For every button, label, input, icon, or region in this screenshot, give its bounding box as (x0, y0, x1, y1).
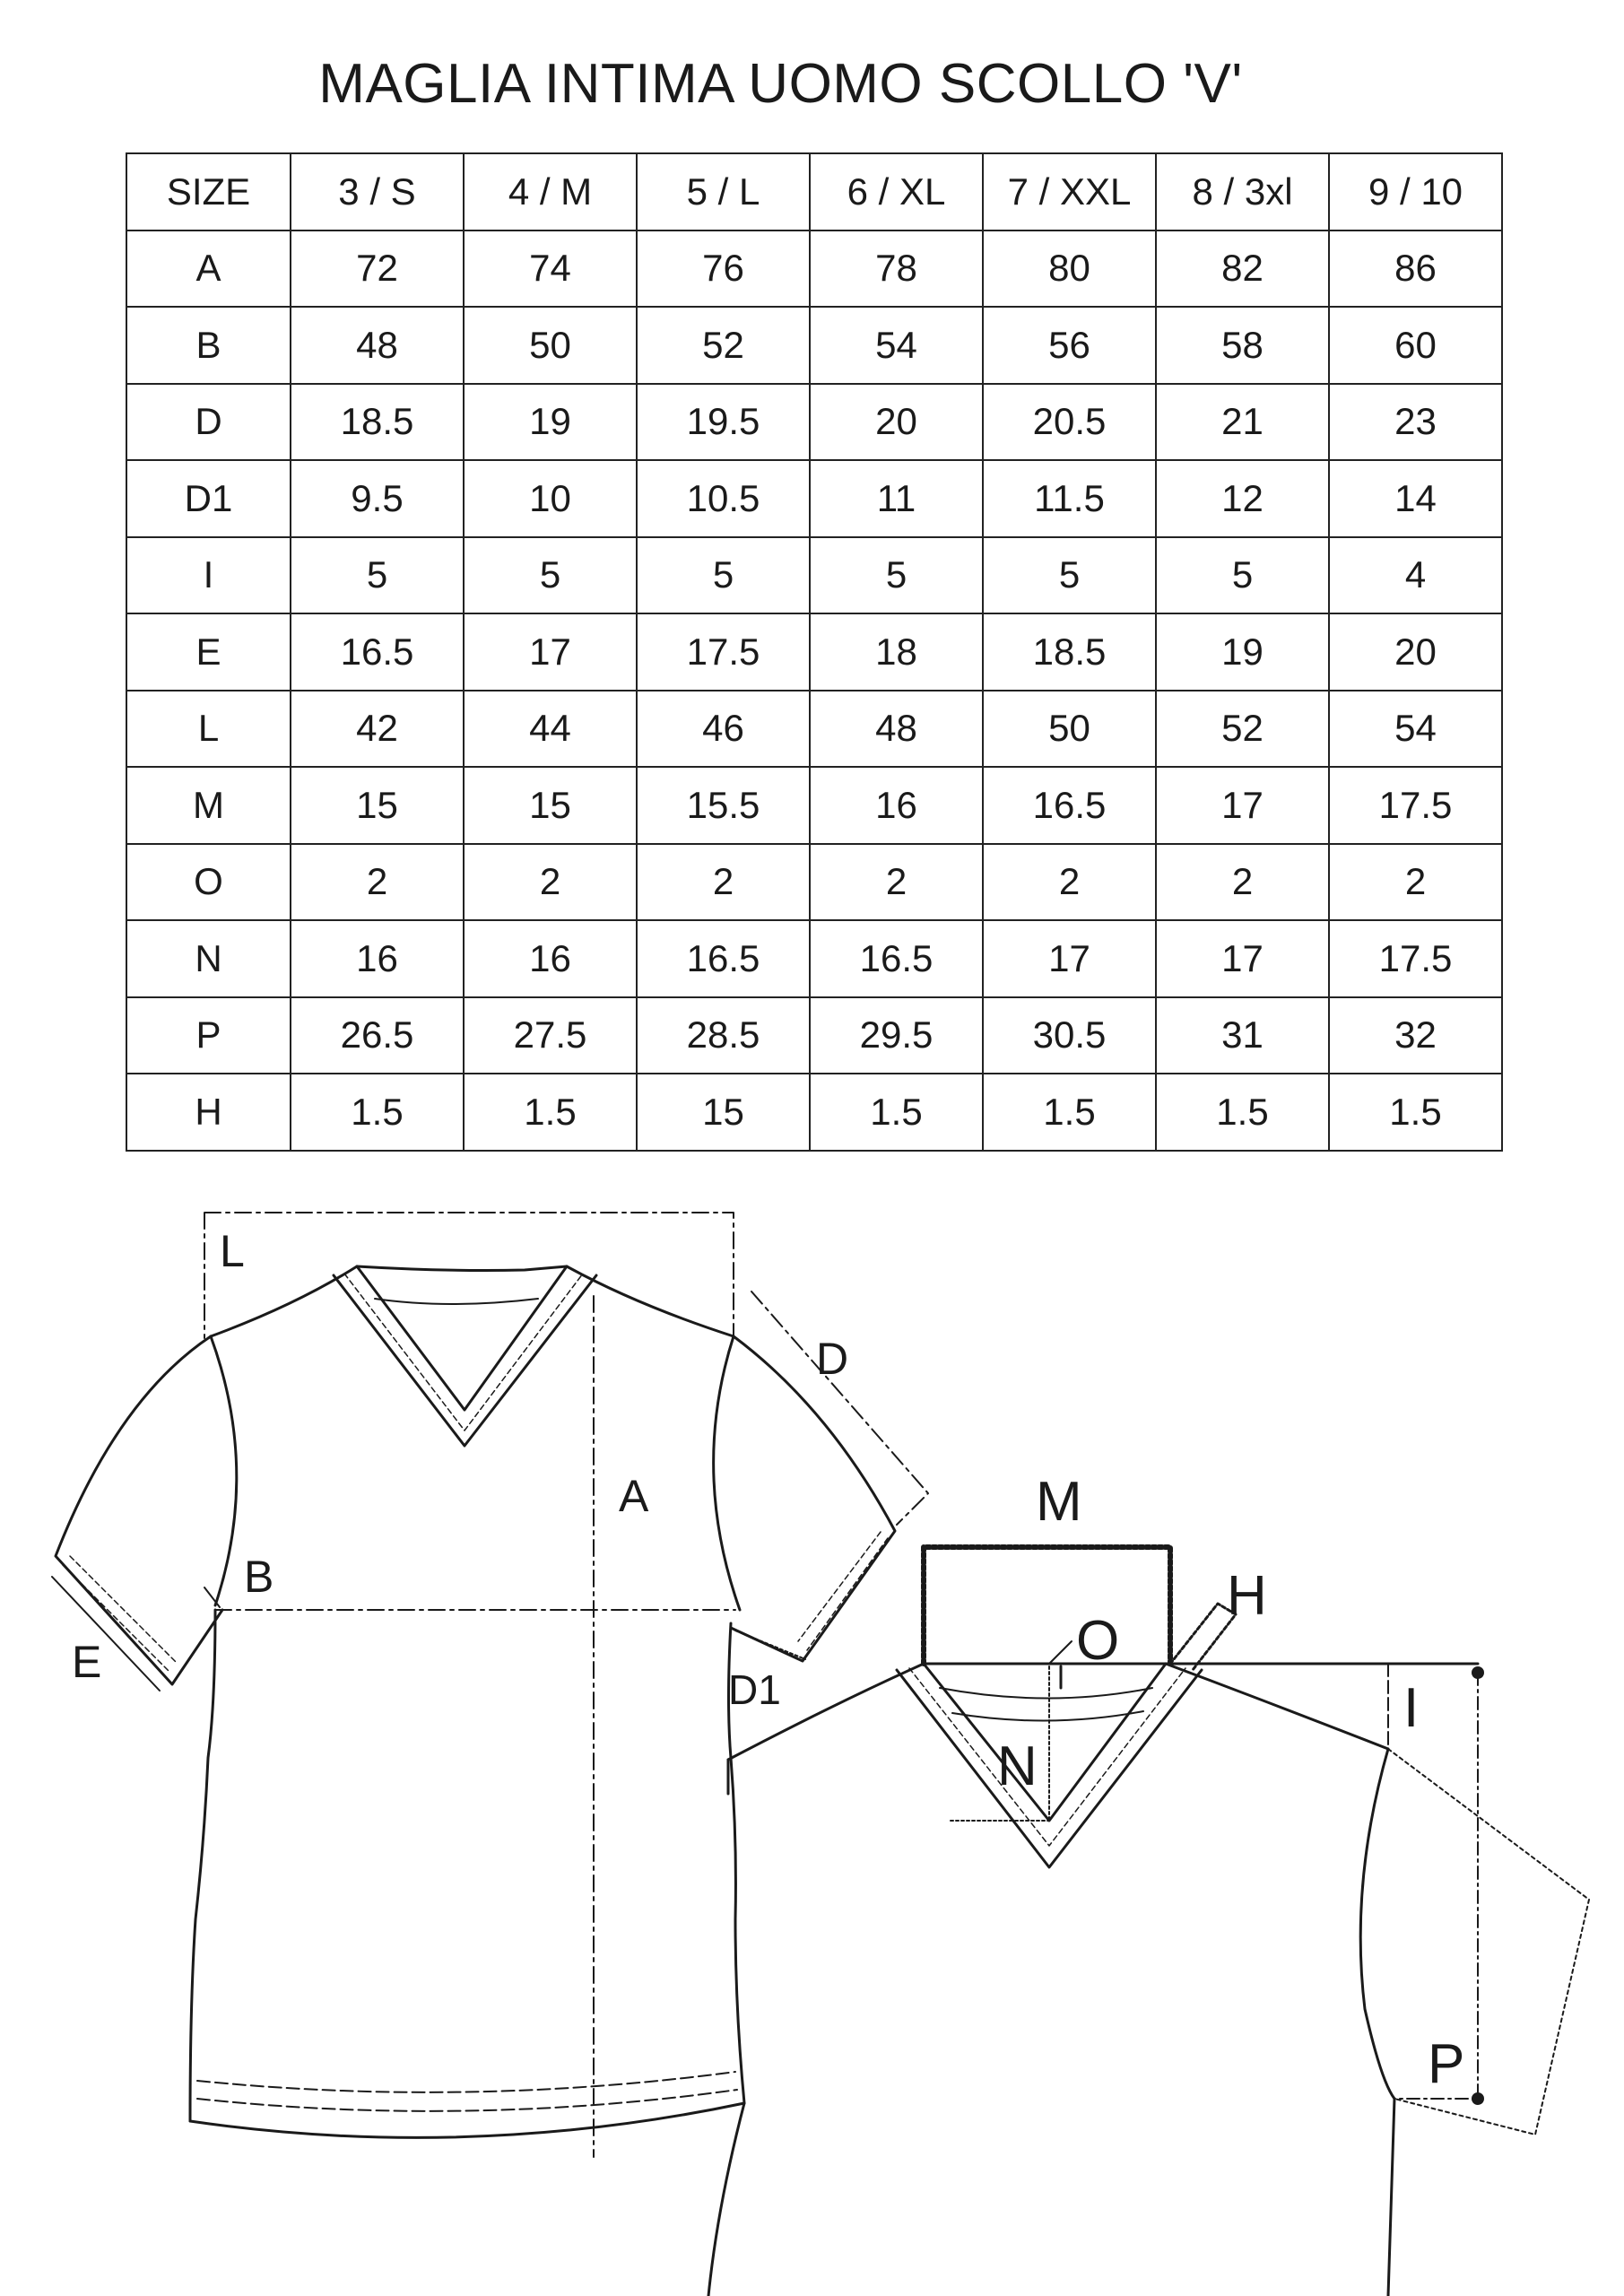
measurement-value: 5 (983, 537, 1156, 614)
measure-line-e (52, 1577, 160, 1691)
measurement-value: 16.5 (637, 920, 810, 997)
measurement-value: 15 (637, 1074, 810, 1151)
left-sleeve-armhole (211, 1336, 237, 1605)
measurement-value: 48 (291, 307, 464, 384)
label-e: E (72, 1637, 102, 1687)
measure-line-o (1049, 1641, 1072, 1664)
hem-stitch (197, 2072, 737, 2111)
size-column-header: 6 / XL (810, 153, 983, 230)
label-l: L (220, 1226, 245, 1276)
right-sleeve (731, 1336, 895, 1661)
measurement-value: 16 (810, 767, 983, 844)
measurement-value: 17 (983, 920, 1156, 997)
measurement-value: 16 (464, 920, 637, 997)
measurement-value: 2 (1156, 844, 1329, 921)
measurement-value: 15 (464, 767, 637, 844)
measurement-label: E (126, 613, 291, 691)
measurement-value: 28.5 (637, 997, 810, 1074)
detail-right-shoulder (1166, 1664, 1388, 1749)
measurement-value: 11.5 (983, 460, 1156, 537)
label-d: D (816, 1334, 849, 1384)
label-i: I (1403, 1677, 1420, 1739)
measurement-value: 52 (1156, 691, 1329, 768)
measurement-label: I (126, 537, 291, 614)
measurement-value: 11 (810, 460, 983, 537)
measurement-label: H (126, 1074, 291, 1151)
measurement-value: 5 (291, 537, 464, 614)
size-column-header: 3 / S (291, 153, 464, 230)
measurement-value: 21 (1156, 384, 1329, 461)
measurement-value: 10 (464, 460, 637, 537)
shirt-front-collar (211, 1266, 734, 1336)
label-a: A (619, 1471, 649, 1521)
measurement-value: 4 (1329, 537, 1502, 614)
measurement-value: 14 (1329, 460, 1502, 537)
measurement-value: 80 (983, 230, 1156, 308)
v-neck-inner (357, 1266, 567, 1410)
detail-sleeve-dotted (1388, 1749, 1589, 2135)
front-view-shirt (52, 1213, 928, 2157)
right-cuff-stitch (798, 1532, 888, 1650)
size-column-header: 9 / 10 (1329, 153, 1502, 230)
measurement-label: A (126, 230, 291, 308)
measurement-value: 20 (810, 384, 983, 461)
measurement-value: 2 (464, 844, 637, 921)
size-column-header: 8 / 3xl (1156, 153, 1329, 230)
measurement-value: 72 (291, 230, 464, 308)
measurement-value: 16.5 (983, 767, 1156, 844)
measurement-value: 1.5 (983, 1074, 1156, 1151)
shirt-hem (190, 2103, 744, 2137)
size-column-header: 5 / L (637, 153, 810, 230)
measurement-value: 15 (291, 767, 464, 844)
measurement-value: 5 (464, 537, 637, 614)
measurement-value: 74 (464, 230, 637, 308)
measurement-value: 78 (810, 230, 983, 308)
measurement-value: 5 (1156, 537, 1329, 614)
measurement-value: 5 (637, 537, 810, 614)
measurement-label: B (126, 307, 291, 384)
measurement-value: 50 (983, 691, 1156, 768)
size-column-header: 7 / XXL (983, 153, 1156, 230)
measurement-label: P (126, 997, 291, 1074)
measurement-value: 56 (983, 307, 1156, 384)
measurement-value: 76 (637, 230, 810, 308)
measurement-value: 15.5 (637, 767, 810, 844)
measurement-value: 2 (291, 844, 464, 921)
left-sleeve (56, 1336, 222, 1684)
measurement-value: 82 (1156, 230, 1329, 308)
measurement-label: D (126, 384, 291, 461)
label-p: P (1428, 2033, 1465, 2095)
measurement-value: 46 (637, 691, 810, 768)
size-column-header: 4 / M (464, 153, 637, 230)
measurement-value: 9.5 (291, 460, 464, 537)
label-d1: D1 (728, 1666, 781, 1713)
measurement-value: 27.5 (464, 997, 637, 1074)
measure-box-m (924, 1547, 1170, 1664)
measurement-value: 19 (464, 384, 637, 461)
measurement-value: 50 (464, 307, 637, 384)
measurement-value: 60 (1329, 307, 1502, 384)
measurement-label: L (126, 691, 291, 768)
measurement-value: 18 (810, 613, 983, 691)
measurement-value: 2 (637, 844, 810, 921)
measurement-value: 2 (810, 844, 983, 921)
detail-v-neck-inner (924, 1664, 1166, 1821)
measurement-value: 1.5 (1156, 1074, 1329, 1151)
measurement-value: 1.5 (464, 1074, 637, 1151)
measurement-label: D1 (126, 460, 291, 537)
measurement-value: 31 (1156, 997, 1329, 1074)
neck-detail-view (708, 1547, 1589, 2296)
measure-point-top (1472, 1666, 1484, 1679)
measure-line-d (751, 1292, 928, 1525)
measurement-value: 17.5 (1329, 767, 1502, 844)
measurement-value: 17 (464, 613, 637, 691)
measurement-value: 16.5 (291, 613, 464, 691)
measurement-value: 1.5 (810, 1074, 983, 1151)
measurement-value: 19.5 (637, 384, 810, 461)
detail-collar-back (940, 1688, 1152, 1721)
measurement-value: 12 (1156, 460, 1329, 537)
measurement-value: 17 (1156, 767, 1329, 844)
measurement-value: 42 (291, 691, 464, 768)
measurement-value: 29.5 (810, 997, 983, 1074)
right-sleeve-armhole (714, 1336, 740, 1610)
measurement-value: 17 (1156, 920, 1329, 997)
measurement-value: 18.5 (983, 613, 1156, 691)
measurement-label: O (126, 844, 291, 921)
measurement-label: M (126, 767, 291, 844)
d1-measure-dotted (735, 1631, 805, 1659)
collar-back-line (375, 1299, 538, 1304)
measurement-value: 10.5 (637, 460, 810, 537)
measurement-value: 54 (810, 307, 983, 384)
measurement-value: 52 (637, 307, 810, 384)
measurement-value: 16.5 (810, 920, 983, 997)
measurement-value: 19 (1156, 613, 1329, 691)
measurement-value: 18.5 (291, 384, 464, 461)
measurement-value: 2 (983, 844, 1156, 921)
detail-armhole (1360, 1749, 1394, 2099)
measurement-value: 48 (810, 691, 983, 768)
shirt-body-left (190, 1610, 215, 2121)
measurement-value: 44 (464, 691, 637, 768)
label-o: O (1076, 1610, 1120, 1672)
measurement-value: 1.5 (1329, 1074, 1502, 1151)
measurement-value: 17.5 (1329, 920, 1502, 997)
measurement-value: 5 (810, 537, 983, 614)
measurement-value: 58 (1156, 307, 1329, 384)
label-m: M (1036, 1471, 1082, 1533)
measurement-value: 17.5 (637, 613, 810, 691)
label-h: H (1227, 1565, 1267, 1627)
measurement-value: 20.5 (983, 384, 1156, 461)
measurement-label: N (126, 920, 291, 997)
measure-point-bottom (1472, 2092, 1484, 2105)
measurement-value: 1.5 (291, 1074, 464, 1151)
label-b: B (244, 1552, 274, 1602)
measurement-value: 26.5 (291, 997, 464, 1074)
measurement-value: 23 (1329, 384, 1502, 461)
measurement-value: 16 (291, 920, 464, 997)
measurement-value: 2 (1329, 844, 1502, 921)
measurement-value: 30.5 (983, 997, 1156, 1074)
label-n: N (997, 1735, 1038, 1797)
measure-line-l (204, 1213, 734, 1338)
measurement-value: 86 (1329, 230, 1502, 308)
measurement-value: 32 (1329, 997, 1502, 1074)
measurement-value: 20 (1329, 613, 1502, 691)
v-neck-outer (334, 1275, 596, 1446)
size-corner-label: SIZE (126, 153, 291, 230)
detail-body-side (1388, 2099, 1394, 2296)
page-title: MAGLIA INTIMA UOMO SCOLLO 'V' (318, 53, 1243, 115)
detail-body-lower-left (708, 2103, 744, 2296)
measurement-value: 54 (1329, 691, 1502, 768)
